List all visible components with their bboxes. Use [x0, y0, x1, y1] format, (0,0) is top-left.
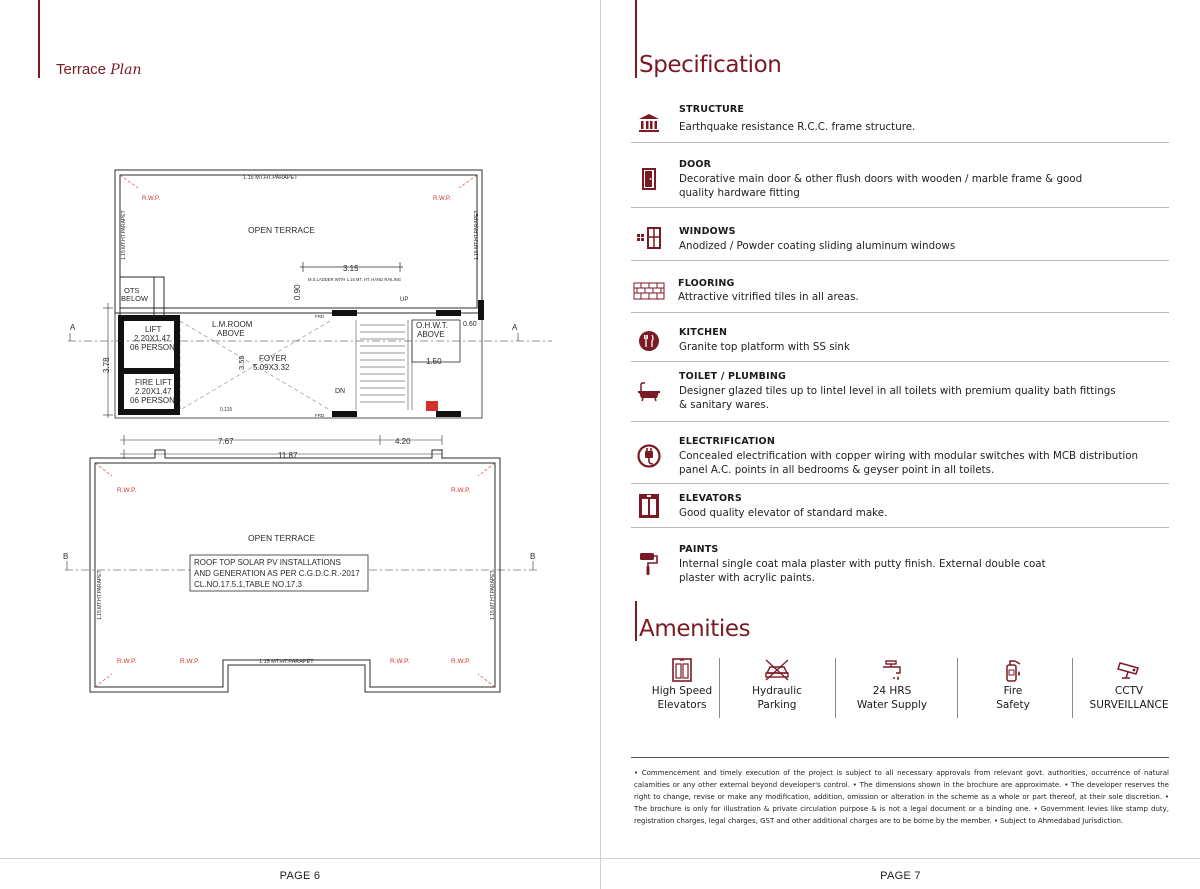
- ots-below-label: BELOW: [121, 294, 149, 303]
- header-accent-bar: [38, 0, 40, 78]
- spec-title: ELEVATORS: [679, 493, 742, 504]
- fire-lift-capacity: 06 PERSON: [130, 396, 175, 405]
- spec-electrification: [631, 435, 1169, 484]
- amenity-label-line-1: Fire: [1003, 685, 1023, 697]
- amenity-label-line-2: Water Supply: [856, 699, 928, 711]
- rwp-label: R.W.P.: [433, 196, 451, 202]
- ohwt-above-label: ABOVE: [417, 330, 445, 339]
- spec-flooring: [631, 276, 1169, 313]
- dim-11-87: 11.87: [278, 451, 298, 460]
- dim-3-78: 3.78: [102, 357, 111, 373]
- spec-description: Designer glazed tiles up to lintel level in all toilets with premium quality bath fittings & sanitary wares.: [679, 385, 1116, 411]
- solar-note-line-2: AND GENERATION AS PER C.G.D.C.R.-2017: [194, 569, 360, 578]
- lift-capacity: 06 PERSON: [130, 343, 175, 352]
- fire-extinguisher-icon: [958, 656, 1068, 684]
- rwp-label: R.W.P.: [451, 658, 471, 665]
- solar-note-line-3: CL.NO.17.5.1,TABLE NO.17.3: [194, 580, 302, 589]
- amenities-row: [627, 656, 1179, 718]
- stair-down-label: DN: [335, 388, 346, 395]
- spec-elevators: [631, 491, 1169, 528]
- cctv-icon: [1074, 656, 1184, 684]
- spec-description: Anodized / Powder coating sliding aluminum windows: [679, 240, 956, 252]
- spec-divider: [631, 312, 1169, 313]
- spec-paints: [631, 543, 1169, 587]
- ladder-label: M.S.LADDER WITH 1.15 MT. HT. HAND RAILING: [308, 277, 402, 282]
- rwp-label: R.W.P.: [390, 658, 410, 665]
- amenity-fire-safety: [958, 656, 1068, 718]
- amenities-title: Amenities: [639, 616, 751, 642]
- parking-icon: [722, 656, 832, 684]
- specification-title: Specification: [639, 52, 782, 78]
- amenity-label-line-2: SURVEILLANCE: [1089, 699, 1169, 711]
- title-script: Plan: [110, 62, 142, 78]
- amenity-label-line-1: 24 HRS: [872, 685, 912, 697]
- footer-divider: [601, 858, 1200, 859]
- fire-lift-size: 2.20X1.47: [135, 387, 172, 396]
- elevator-icon: [627, 656, 737, 684]
- door-icon: [636, 166, 662, 192]
- open-terrace-top-label: OPEN TERRACE: [248, 225, 315, 235]
- parapet-right-label: 1.15 MT.HT.PARAPET: [474, 210, 480, 260]
- spec-divider: [631, 527, 1169, 528]
- dim-3-55: 3.55: [237, 355, 246, 370]
- lift-label: LIFT: [145, 325, 162, 334]
- rwp-label: R.W.P.: [117, 487, 137, 494]
- structure-icon: [636, 110, 662, 136]
- spec-title: STRUCTURE: [679, 104, 745, 115]
- open-terrace-bottom-label: OPEN TERRACE: [248, 533, 315, 543]
- amenity-label-line-2: Parking: [757, 699, 797, 711]
- spec-description: Good quality elevator of standard make.: [679, 507, 888, 519]
- parapet-left-label: 1.15 MT.HT.PARAPET: [97, 570, 103, 620]
- solar-note-line-1: ROOF TOP SOLAR PV INSTALLATIONS: [194, 558, 341, 567]
- rwp-label: R.W.P.: [451, 487, 471, 494]
- spec-description: Granite top platform with SS sink: [679, 341, 850, 353]
- spec-windows: [631, 223, 1169, 261]
- lift-size: 2.20X1.47: [134, 334, 171, 343]
- spec-divider: [631, 483, 1169, 484]
- dim-0-115: 0.115: [220, 407, 233, 413]
- spec-title: ELECTRIFICATION: [679, 436, 775, 447]
- frd-label: FRD: [315, 314, 325, 319]
- amenity-parking: [722, 656, 832, 718]
- footer-divider: [0, 858, 600, 859]
- dim-7-67: 7.67: [218, 437, 234, 446]
- spec-title: TOILET / PLUMBING: [679, 371, 786, 382]
- amenity-label-line-1: CCTV: [1114, 685, 1144, 697]
- spec-description: Decorative main door & other flush doors with wooden / marble frame & good quality hardware fitting: [679, 173, 1083, 199]
- parapet-left-label: 1.15 MT.HT.PARAPET: [121, 210, 127, 260]
- spec-divider: [631, 421, 1169, 422]
- lm-room-label: L.M.ROOM: [212, 320, 253, 329]
- spec-title: WINDOWS: [679, 226, 736, 237]
- section-a-left: A: [70, 323, 76, 332]
- spec-divider: [631, 361, 1169, 362]
- spec-title: FLOORING: [678, 278, 735, 289]
- frd-label: FRD: [315, 413, 325, 418]
- spec-description: Earthquake resistance R.C.C. frame structure.: [679, 121, 916, 133]
- spec-divider: [631, 142, 1169, 143]
- page-number: PAGE 7: [880, 870, 921, 882]
- spec-structure: [631, 104, 1169, 143]
- title-main: Terrace: [56, 61, 107, 78]
- amenity-label-line-2: Elevators: [657, 699, 707, 711]
- flooring-icon: [633, 278, 665, 304]
- rwp-label: R.W.P.: [142, 196, 160, 202]
- dim-1-50: 1.50: [426, 357, 442, 366]
- ohwt-label: O.H.W.T.: [416, 321, 448, 330]
- disclaimer-text: • Commencement and timely execution of the project is subject to all necessary approvals from relevant govt. authorities, occurrence of natural calamities or any other external beyond developer's control. • The dimensions shown in the brochure are approximate. • The developer reserves the right to change, revise or make any modification, addition, omission or alteration in the scheme as a whole or part thereof, at their sole discretion. • The brochure is only for illustration & private circulation purpose & is not a legal document or a binding one. • Government levies like stamp duty, registration charges, legal charges, GST and other additional charges are to be borne by the member. • Subject to Ahmedabad Jurisdiction.: [634, 769, 1169, 825]
- spec-title: PAINTS: [679, 544, 719, 555]
- section-a-right: A: [512, 323, 518, 332]
- fire-lift-label: FIRE LIFT: [135, 378, 172, 387]
- spec-divider: [631, 207, 1169, 208]
- paint-roller-icon: [636, 551, 662, 577]
- lm-room-above-label: ABOVE: [217, 329, 245, 338]
- rwp-label: R.W.P.: [180, 658, 200, 665]
- page-number: PAGE 6: [279, 870, 321, 882]
- dim-0-90: 0.90: [293, 284, 302, 300]
- spec-divider: [631, 260, 1169, 261]
- amenities-accent-bar: [635, 601, 637, 641]
- spec-toilet-plumbing: [631, 371, 1169, 422]
- rwp-markers-top: [120, 175, 477, 188]
- header-accent-bar: [635, 0, 637, 78]
- amenity-separator: [719, 658, 720, 718]
- foyer-label: FOYER: [259, 354, 287, 363]
- amenity-separator: [835, 658, 836, 718]
- terrace-floor-plan: [60, 160, 560, 700]
- page-title: [56, 61, 141, 78]
- kitchen-icon: [636, 328, 662, 354]
- spec-description: Attractive vitrified tiles in all areas.: [678, 291, 859, 303]
- parapet-bottom-label: 1.15 MT.HT.PARAPET: [259, 659, 314, 665]
- amenity-label-line-1: High Speed: [651, 685, 713, 697]
- amenity-label-line-2: Safety: [996, 699, 1030, 711]
- spec-kitchen: [631, 325, 1169, 362]
- dim-0-60: 0.60: [463, 321, 477, 328]
- parapet-right-label: 1.15 MT.HT.PARAPET: [490, 570, 496, 620]
- foyer-size: 5.09X3.32: [253, 363, 290, 372]
- amenity-water-supply: [837, 656, 947, 718]
- page-7: [600, 0, 1200, 889]
- spec-door: [631, 156, 1169, 208]
- spec-description: Concealed electrification with copper wiring with modular switches with MCB distribution panel A.C. points in all bedrooms & geyser point in all toilets.: [679, 450, 1139, 476]
- amenity-cctv: [1074, 656, 1184, 718]
- window-icon: [636, 225, 662, 251]
- amenity-elevators: [627, 656, 737, 718]
- rwp-label: R.W.P.: [117, 658, 137, 665]
- water-tap-icon: [837, 656, 947, 684]
- spec-description: Internal single coat mala plaster with putty finish. External double coat plaster with acrylic paints.: [679, 558, 1046, 584]
- disclaimer-divider: [631, 757, 1169, 758]
- spec-title: KITCHEN: [679, 327, 728, 338]
- section-b-right: B: [530, 552, 536, 561]
- stair-up-label: UP: [400, 297, 409, 303]
- amenity-separator: [1072, 658, 1073, 718]
- parapet-top-label: 1.15 MT.HT.PARAPET: [243, 175, 298, 181]
- spec-title: DOOR: [679, 159, 712, 170]
- ots-label: OTS: [124, 286, 140, 295]
- plug-icon: [636, 443, 662, 469]
- dim-4-20: 4.20: [395, 437, 411, 446]
- bathtub-icon: [636, 379, 662, 405]
- dim-3-15: 3.15: [343, 264, 359, 273]
- amenity-label-line-1: Hydraulic: [752, 685, 802, 697]
- section-b-left: B: [63, 552, 69, 561]
- elevator-icon: [636, 493, 662, 519]
